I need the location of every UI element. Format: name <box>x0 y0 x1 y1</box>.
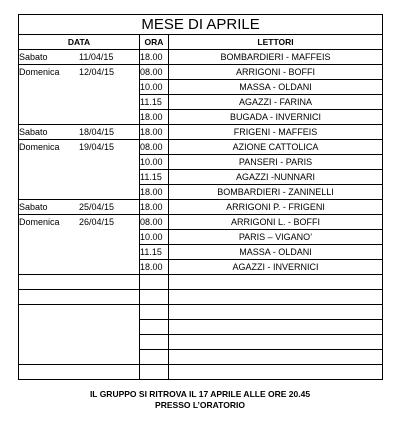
empty-cell <box>19 305 140 365</box>
empty-row <box>19 365 383 380</box>
readers-cell: ARRIGONI L. - BOFFI <box>169 215 383 230</box>
time-cell: 18.00 <box>140 110 169 125</box>
day-name: Domenica <box>19 217 60 227</box>
day-date: 18/04/15 <box>79 127 115 137</box>
day-name: Sabato <box>19 52 48 62</box>
header-ora: ORA <box>140 35 169 50</box>
page-title: MESE DI APRILE <box>19 15 383 35</box>
schedule-rows <box>19 50 383 275</box>
empty-cell <box>140 320 169 335</box>
day-date: 11/04/15 <box>79 52 114 62</box>
empty-cell <box>169 275 383 290</box>
time-cell: 10.00 <box>140 80 169 95</box>
readers-cell: MASSA - OLDANI <box>169 80 383 95</box>
empty-row <box>19 290 383 305</box>
empty-cell <box>140 290 169 305</box>
readers-cell: AGAZZI -NUNNARI <box>169 170 383 185</box>
date-cell <box>19 125 140 140</box>
empty-cell <box>169 320 383 335</box>
readers-cell: AGAZZI - INVERNICI <box>169 260 383 275</box>
time-cell: 18.00 <box>140 260 169 275</box>
time-cell: 08.00 <box>140 215 169 230</box>
day-name: Sabato <box>19 202 48 212</box>
schedule-table <box>18 14 383 380</box>
empty-block <box>19 275 383 380</box>
time-cell: 10.00 <box>140 230 169 245</box>
table-row <box>19 50 383 65</box>
empty-cell <box>169 290 383 305</box>
day-name: Domenica <box>19 67 60 77</box>
table-row <box>19 125 383 140</box>
footer-line-1: IL GRUPPO SI RITROVA IL 17 APRILE ALLE ORE 20.45 <box>89 389 311 399</box>
readers-cell: PARIS – VIGANO’ <box>169 230 383 245</box>
day-date: 19/04/15 <box>79 142 115 152</box>
time-cell: 18.00 <box>140 125 169 140</box>
empty-cell <box>169 305 383 320</box>
header-data: DATA <box>19 35 140 50</box>
day-name: Sabato <box>19 127 48 137</box>
date-cell <box>19 50 140 65</box>
date-cell <box>19 215 140 275</box>
time-cell: 10.00 <box>140 155 169 170</box>
footer-note <box>0 389 400 411</box>
empty-cell <box>140 350 169 365</box>
time-cell: 18.00 <box>140 185 169 200</box>
table-row <box>19 65 383 80</box>
day-date: 25/04/15 <box>79 202 115 212</box>
time-cell: 11.15 <box>140 245 169 260</box>
empty-cell <box>140 275 169 290</box>
empty-cell <box>169 335 383 350</box>
table-row <box>19 200 383 215</box>
readers-cell: BOMBARDIERI - ZANINELLI <box>169 185 383 200</box>
empty-cell <box>140 365 169 380</box>
readers-cell: BUGADA - INVERNICI <box>169 110 383 125</box>
empty-cell <box>140 305 169 320</box>
empty-cell <box>19 275 140 290</box>
readers-cell: MASSA - OLDANI <box>169 245 383 260</box>
table-row <box>19 215 383 230</box>
readers-cell: PANSERI - PARIS <box>169 155 383 170</box>
time-cell: 18.00 <box>140 200 169 215</box>
time-cell: 08.00 <box>140 65 169 80</box>
empty-cell <box>169 365 383 380</box>
empty-row <box>19 305 383 320</box>
date-cell <box>19 140 140 200</box>
readers-cell: BOMBARDIERI - MAFFEIS <box>169 50 383 65</box>
readers-cell: ARRIGONI - BOFFI <box>169 65 383 80</box>
time-cell: 18.00 <box>140 50 169 65</box>
readers-cell: FRIGENI - MAFFEIS <box>169 125 383 140</box>
header-row <box>19 35 383 50</box>
time-cell: 08.00 <box>140 140 169 155</box>
day-name: Domenica <box>19 142 60 152</box>
title-row <box>19 15 383 35</box>
date-cell <box>19 200 140 215</box>
header-lettori: LETTORI <box>169 35 383 50</box>
time-cell: 11.15 <box>140 95 169 110</box>
day-date: 26/04/15 <box>79 217 115 227</box>
empty-cell <box>169 350 383 365</box>
readers-cell: AGAZZI - FARINA <box>169 95 383 110</box>
empty-cell <box>19 290 140 305</box>
footer-line-2: PRESSO L’ORATORIO <box>155 400 245 410</box>
day-date: 12/04/15 <box>79 67 115 77</box>
time-cell: 11.15 <box>140 170 169 185</box>
empty-cell <box>19 365 140 380</box>
empty-cell <box>140 335 169 350</box>
readers-cell: ARRIGONI P. - FRIGENI <box>169 200 383 215</box>
readers-cell: AZIONE CATTOLICA <box>169 140 383 155</box>
date-cell <box>19 65 140 125</box>
table-row <box>19 140 383 155</box>
empty-row <box>19 275 383 290</box>
